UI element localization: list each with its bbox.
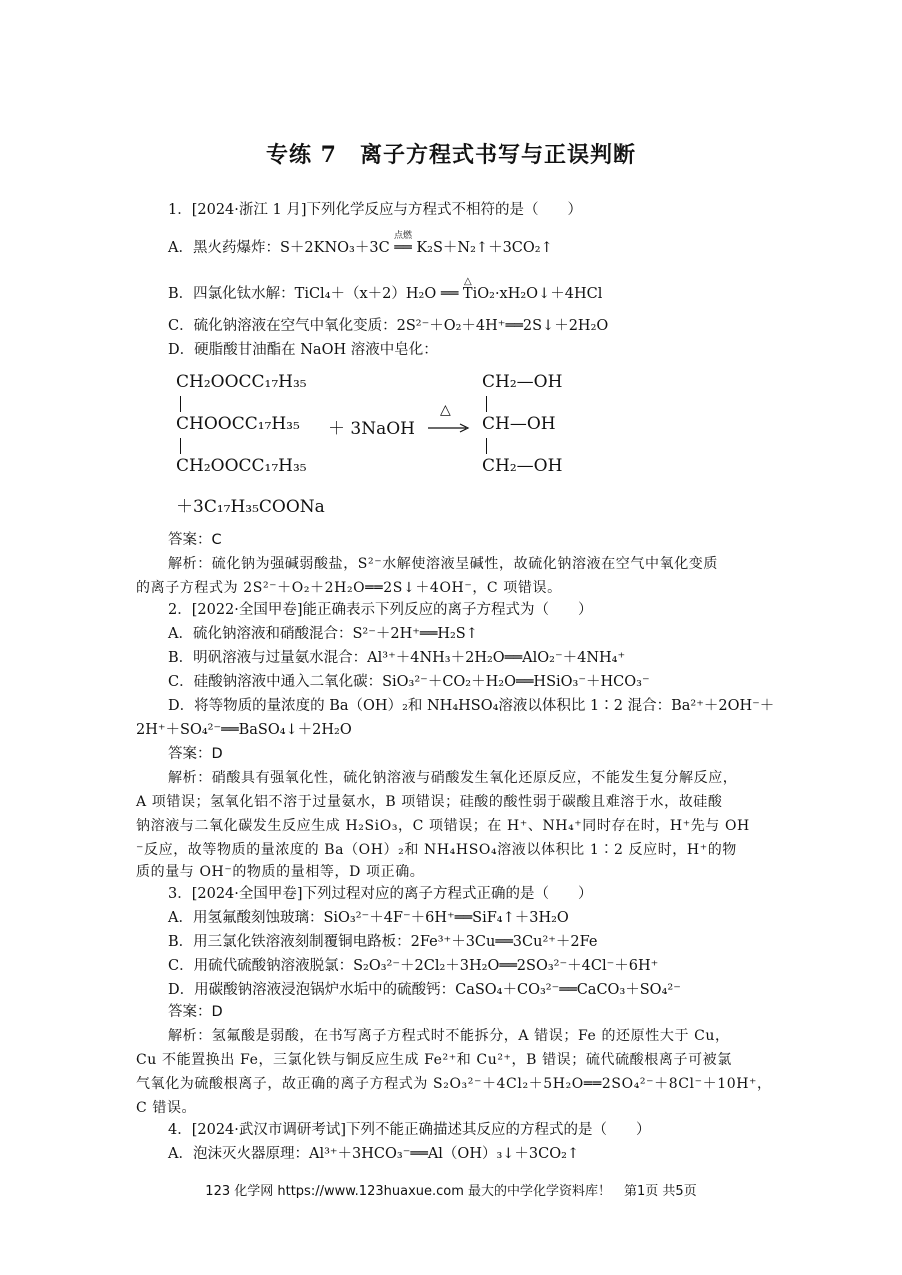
struct-bond-1: [180, 396, 181, 412]
struct-right-1: CH₂—OH: [482, 372, 563, 392]
struct-reagent: ＋ 3NaOH: [328, 419, 415, 439]
q1-explanation-2: 的离子方程式为 2S²⁻＋O₂＋2H₂O══2S↓＋4OH⁻，C 项错误。: [136, 580, 562, 596]
q1-option-c: C．硫化钠溶液在空气中氧化变质：2S²⁻＋O₂＋4H⁺══2S↓＋2H₂O: [168, 318, 609, 334]
q3-explanation-2: Cu 不能置换出 Fe，三氯化铁与铜反应生成 Fe²⁺和 Cu²⁺，B 错误；硫代硫酸根离子可被氯: [136, 1052, 732, 1068]
struct-condition: △: [440, 402, 451, 418]
q2-option-a: A．硫化钠溶液和硝酸混合：S²⁻＋2H⁺══H₂S↑: [168, 626, 478, 642]
page-footer: 123 化学网 https://www.123huaxue.com 最大的中学化学资料库！ 第1页 共5页: [205, 1184, 697, 1199]
q2-explanation-3: 钠溶液与二氧化碳发生反应生成 H₂SiO₃，C 项错误；在 H⁺、NH₄⁺同时存在时，H⁺先与 OH: [136, 818, 750, 834]
q2-option-c: C．硅酸钠溶液中通入二氧化碳：SiO₃²⁻＋CO₂＋H₂O══HSiO₃⁻＋HCO₃⁻: [168, 674, 650, 690]
struct-product-2: ＋3C₁₇H₃₅COONa: [176, 497, 325, 517]
q1-option-a-text: A．黑火药爆炸：S＋2KNO₃＋3C ══ K₂S＋N₂↑＋3CO₂↑: [168, 240, 553, 256]
reaction-arrow-icon: [428, 422, 472, 434]
page-title: 专练 7 离子方程式书写与正误判断: [266, 142, 636, 168]
q2-answer: 答案：D: [168, 746, 223, 762]
q2-explanation-5: 质的量与 OH⁻的物质的量相等，D 项正确。: [136, 864, 425, 880]
struct-bond-4: [486, 438, 487, 454]
q1-option-b: [168, 276, 603, 304]
q3-explanation-4: C 错误。: [136, 1100, 197, 1116]
struct-bond-3: [486, 396, 487, 412]
q1-answer: 答案：C: [168, 532, 222, 548]
q1-option-a-condition: 点燃: [394, 231, 413, 241]
q3-explanation-3: 气氧化为硫酸根离子，故正确的离子方程式为 S₂O₃²⁻＋4Cl₂＋5H₂O══2SO₄²⁻＋8Cl⁻＋10H⁺，: [136, 1076, 772, 1092]
q1-explanation-1: 解析：硫化钠为强碱弱酸盐，S²⁻水解使溶液呈碱性，故硫化钠溶液在空气中氧化变质: [168, 556, 718, 572]
q1-option-d: D．硬脂酸甘油酯在 NaOH 溶液中皂化：: [168, 342, 438, 358]
q2-option-d-1: D．将等物质的量浓度的 Ba（OH）₂和 NH₄HSO₄溶液以体积比 1∶2 混合：Ba²⁺＋2OH⁻＋: [168, 698, 775, 714]
q3-option-a: A．用氢氟酸刻蚀玻璃：SiO₃²⁻＋4F⁻＋6H⁺══SiF₄↑＋3H₂O: [168, 910, 569, 926]
q3-option-d: D．用碳酸钠溶液浸泡锅炉水垢中的硫酸钙：CaSO₄＋CO₃²⁻══CaCO₃＋SO₄²⁻: [168, 982, 681, 998]
q1-option-b-text: B．四氯化钛水解：TiCl₄＋（x＋2）H₂O ══ TiO₂·xH₂O↓＋4HCl: [168, 286, 603, 302]
struct-bond-2: [180, 438, 181, 454]
q3-option-b: B．用三氯化铁溶液刻制覆铜电路板：2Fe³⁺＋3Cu══3Cu²⁺＋2Fe: [168, 934, 598, 950]
q2-option-d-2: 2H⁺＋SO₄²⁻══BaSO₄↓＋2H₂O: [136, 722, 352, 738]
q4-option-a: A．泡沫灭火器原理：Al³⁺＋3HCO₃⁻══Al（OH）₃↓＋3CO₂↑: [168, 1146, 580, 1162]
q2-option-b: B．明矾溶液与过量氨水混合：Al³⁺＋4NH₃＋2H₂O══AlO₂⁻＋4NH₄⁺: [168, 650, 626, 666]
q3-stem: 3．[2024·全国甲卷]下列过程对应的离子方程式正确的是（ ）: [168, 886, 593, 902]
q2-explanation-1: 解析：硝酸具有强氧化性，硫化钠溶液与硝酸发生氧化还原反应，不能发生复分解反应，: [168, 770, 738, 786]
saponification-structure: [176, 372, 596, 522]
q3-answer: 答案：D: [168, 1004, 223, 1020]
struct-left-3: CH₂OOCC₁₇H₃₅: [176, 456, 307, 476]
q3-explanation-1: 解析：氢氟酸是弱酸，在书写离子方程式时不能拆分，A 错误；Fe 的还原性大于 Cu，: [168, 1028, 730, 1044]
struct-left-2: CHOOCC₁₇H₃₅: [176, 414, 300, 434]
q2-stem: 2．[2022·全国甲卷]能正确表示下列反应的离子方程式为（ ）: [168, 602, 593, 618]
q1-stem: 1．[2024·浙江 1 月]下列化学反应与方程式不相符的是（ ）: [168, 202, 582, 218]
struct-right-3: CH₂—OH: [482, 456, 563, 476]
q1-option-a: [168, 231, 553, 258]
q2-explanation-4: ⁻反应，故等物质的量浓度的 Ba（OH）₂和 NH₄HSO₄溶液以体积比 1∶2 反应时，H⁺的物: [136, 842, 737, 858]
q1-option-b-condition: △: [464, 276, 472, 287]
q4-stem: 4．[2024·武汉市调研考试]下列不能正确描述其反应的方程式的是（ ）: [168, 1122, 651, 1138]
q2-explanation-2: A 项错误；氢氧化铝不溶于过量氨水，B 项错误；硅酸的酸性弱于碳酸且难溶于水，故硅酸: [136, 794, 723, 810]
q3-option-c: C．用硫代硫酸钠溶液脱氯：S₂O₃²⁻＋2Cl₂＋3H₂O══2SO₃²⁻＋4Cl⁻＋6H⁺: [168, 958, 659, 974]
struct-right-2: CH—OH: [482, 414, 556, 434]
struct-left-1: CH₂OOCC₁₇H₃₅: [176, 372, 307, 392]
